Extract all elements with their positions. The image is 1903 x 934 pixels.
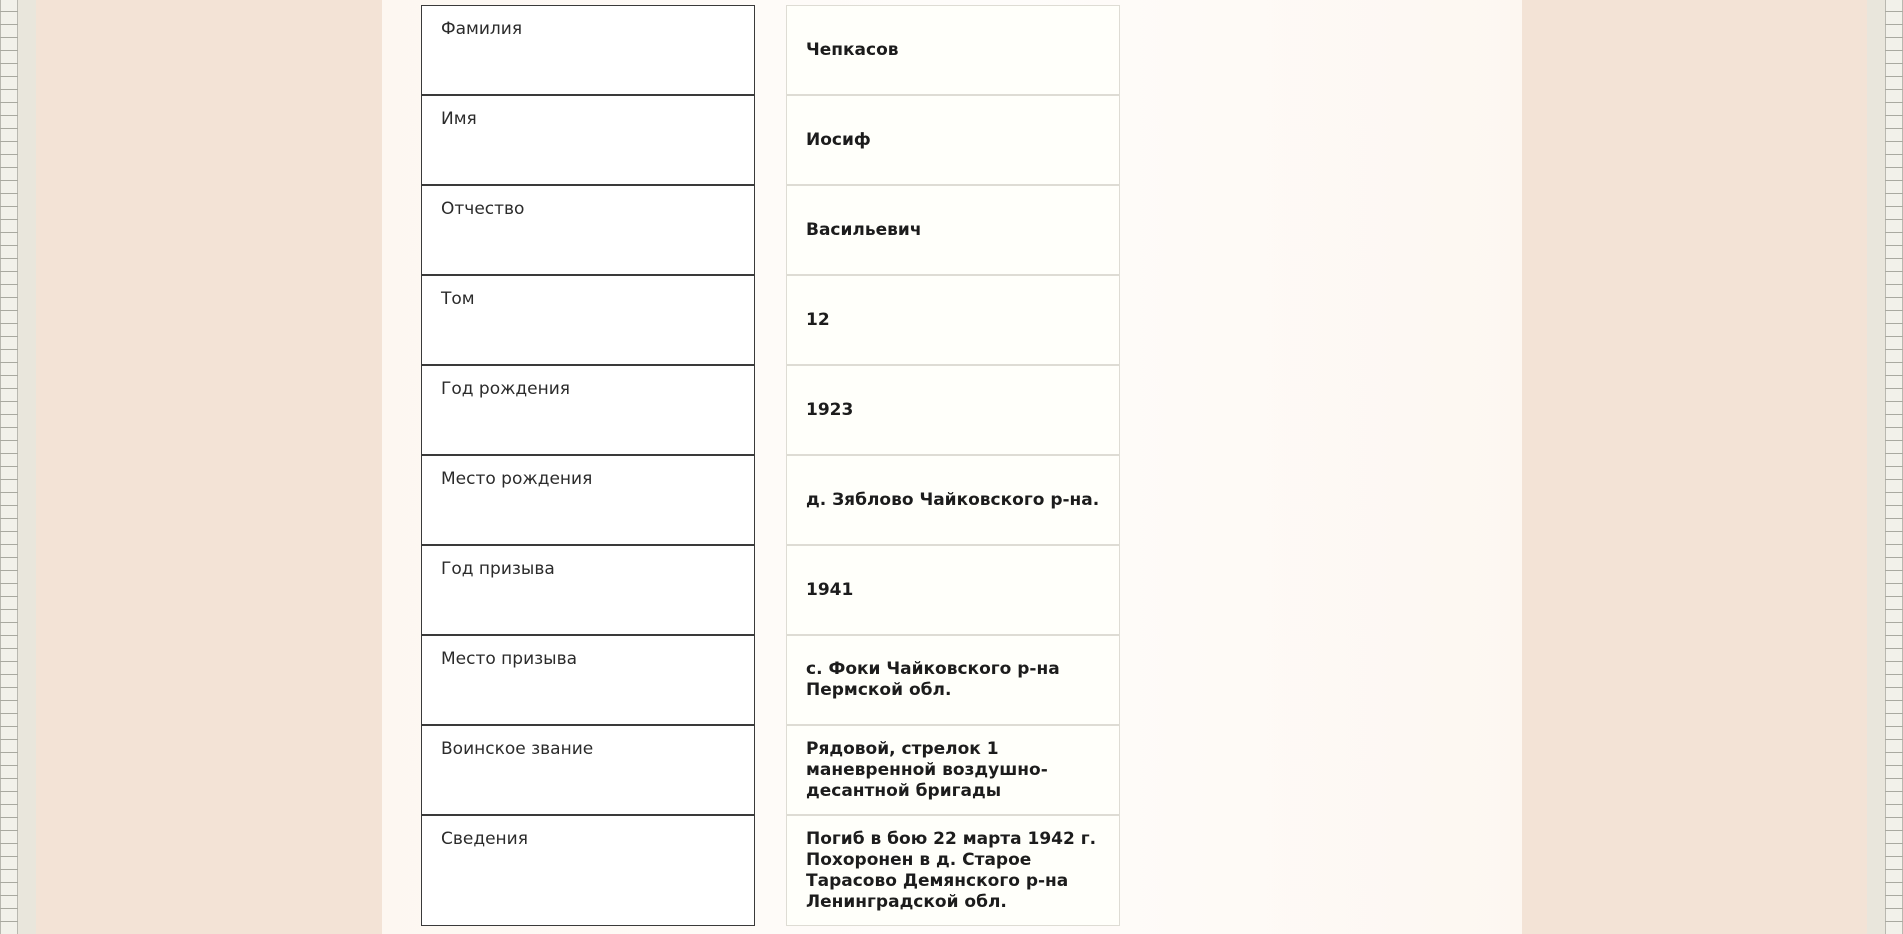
record-page [382, 0, 1522, 934]
label-cell [421, 545, 755, 635]
field-label: Место рождения [441, 469, 593, 489]
left-edge-strip [18, 0, 36, 934]
field-label: Воинское звание [441, 739, 594, 759]
label-cell [421, 95, 755, 185]
field-value: д. Зяблово Чайковского р-на. [806, 489, 1100, 510]
value-cell [786, 185, 1120, 275]
value-cell [786, 725, 1120, 815]
left-window-edge [0, 0, 18, 934]
field-value: Васильевич [806, 219, 922, 240]
label-cell [421, 5, 755, 95]
value-cell [786, 815, 1120, 926]
field-value: Погиб в бою 22 марта 1942 г. Похоронен в д. Старое Тарасово Демянского р-на Ленинградской обл. [806, 828, 1097, 912]
label-cell [421, 725, 755, 815]
value-cell [786, 635, 1120, 725]
value-cell [786, 95, 1120, 185]
field-label: Имя [441, 109, 477, 129]
label-cell [421, 635, 755, 725]
right-edge-strip [1867, 0, 1885, 934]
value-cell [786, 545, 1120, 635]
field-value: 1941 [806, 579, 854, 600]
field-value: 1923 [806, 399, 854, 420]
field-label: Сведения [441, 829, 528, 849]
right-window-edge [1885, 0, 1903, 934]
value-cell [786, 365, 1120, 455]
field-label: Место призыва [441, 649, 578, 669]
label-cell [421, 815, 755, 926]
field-value: Чепкасов [806, 39, 899, 60]
field-label: Том [441, 289, 475, 309]
label-cell [421, 185, 755, 275]
field-label: Фамилия [441, 19, 523, 39]
value-cell [786, 5, 1120, 95]
field-value: Рядовой, стрелок 1 маневренной воздушно-десантной бригады [806, 738, 1048, 801]
value-cell [786, 275, 1120, 365]
label-cell [421, 365, 755, 455]
field-value: 12 [806, 309, 830, 330]
field-label: Год рождения [441, 379, 571, 399]
field-value: Иосиф [806, 129, 871, 150]
value-cell [786, 455, 1120, 545]
label-cell [421, 275, 755, 365]
field-value: с. Фоки Чайковского р-на Пермской обл. [806, 659, 1060, 700]
label-cell [421, 455, 755, 545]
field-label: Год призыва [441, 559, 555, 579]
field-label: Отчество [441, 199, 525, 219]
